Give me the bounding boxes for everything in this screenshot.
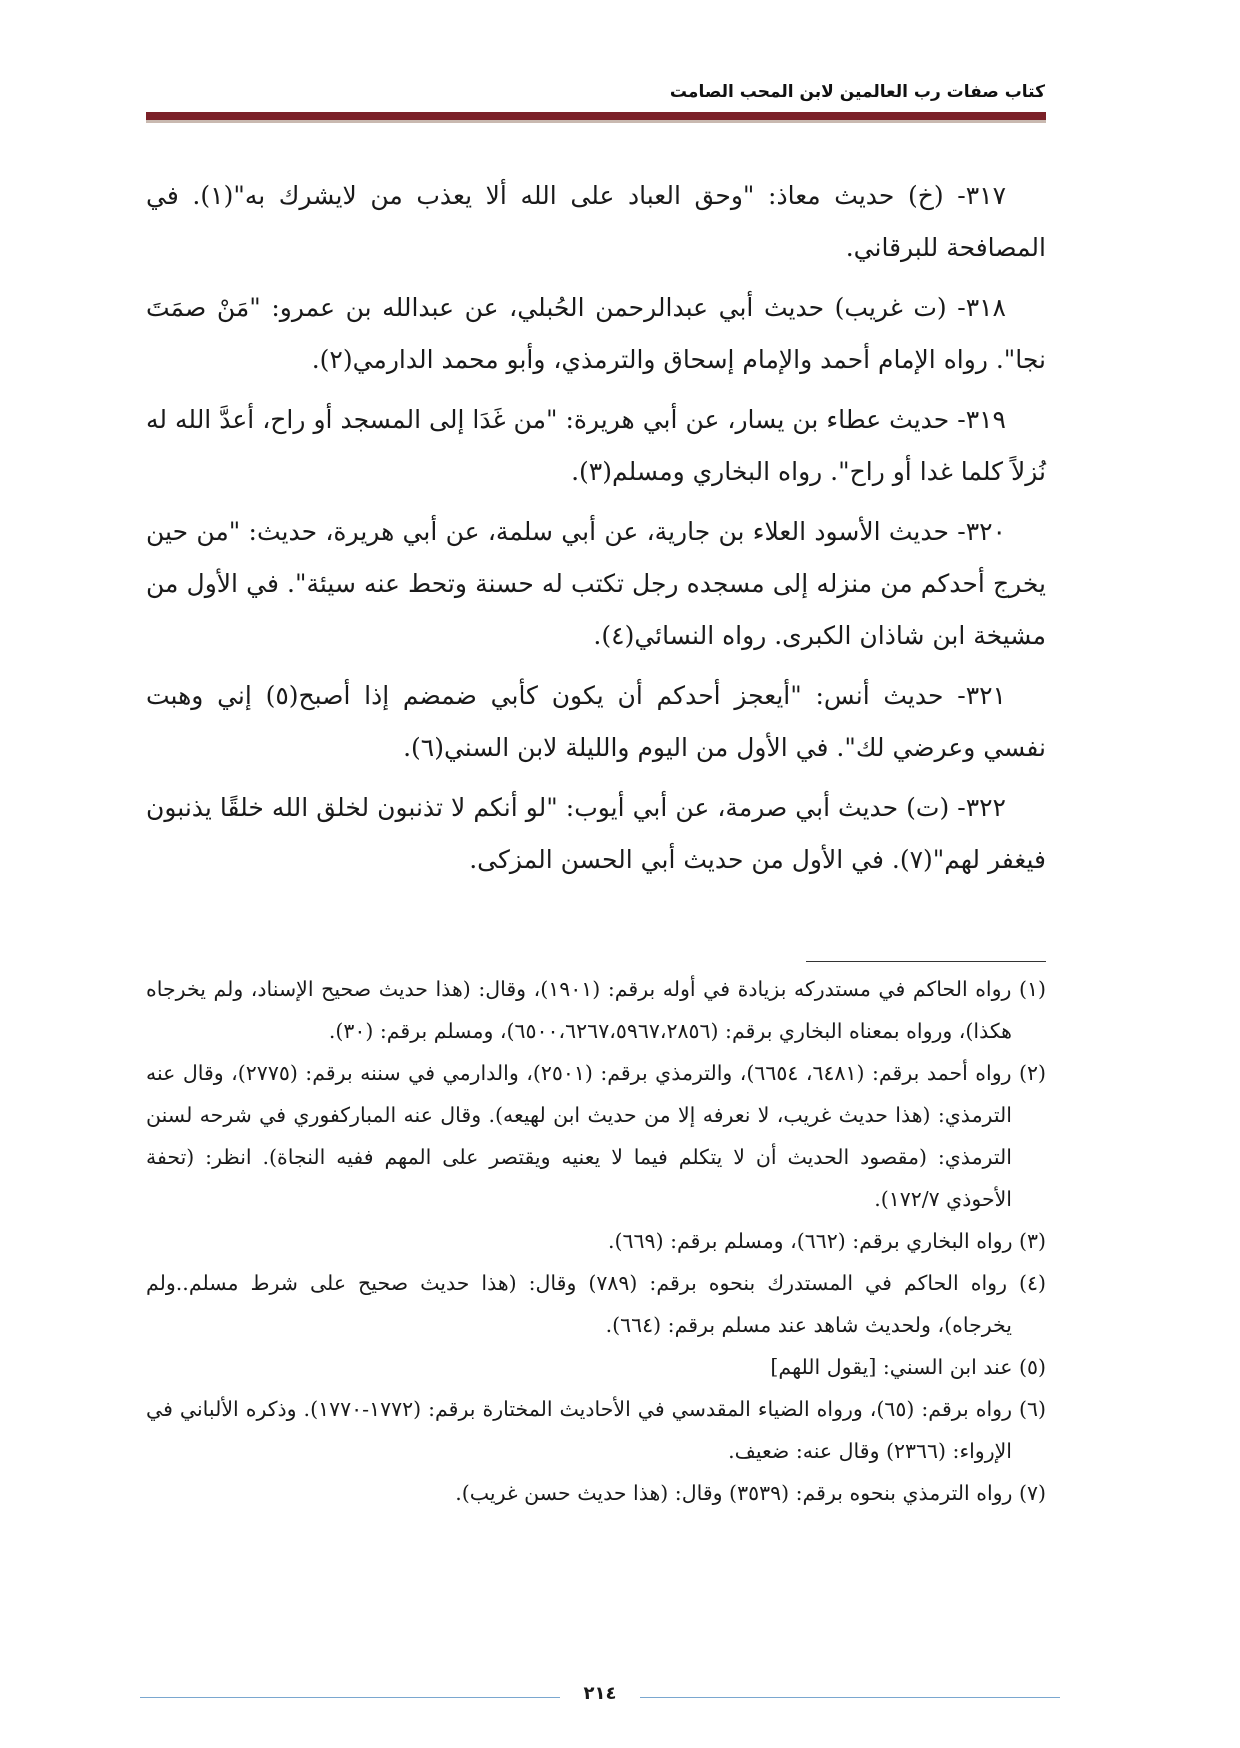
footnote-6: (٦) رواه برقم: (٦٥)، ورواه الضياء المقدسي في الأحاديث المختارة برقم: (١٧٧٢-١٧٧٠). وذكره الألباني في الإرواء: (٢٣٦٦) وقال عنه: ضعيف. bbox=[146, 1397, 1046, 1463]
paragraph-318: ٣١٨- (ت غريب) حديث أبي عبدالرحمن الحُبلي، عن عبدالله بن عمرو: "مَنْ صمَتَ نجا". رواه الإمام أحمد والإمام إسحاق والترمذي، وأبو محمد الدارمي(٢). bbox=[146, 293, 1046, 374]
paragraph-321: ٣٢١- حديث أنس: "أيعجز أحدكم أن يكون كأبي ضمضم إذا أصبح(٥) إني وهبت نفسي وعرضي لك". في الأول من اليوم والليلة لابن السني(٦). bbox=[146, 681, 1046, 762]
header-divider bbox=[146, 112, 1046, 123]
footnote-2: (٢) رواه أحمد برقم: (٦٤٨١، ٦٦٥٤)، والترمذي برقم: (٢٥٠١)، والدارمي في سننه برقم: (٢٧٧٥)، وقال عنه الترمذي: (هذا حديث غريب، لا نعرفه إلا من حديث ابن لهيعه). وقال عنه المباركفوري في شرحه لسنن الترمذي: (مقصود الحديث أن لا يتكلم فيما لا يعنيه ويقتصر على المهم ففيه النجاة). انظر: (تحفة الأحوذي ١٧٢/٧). bbox=[146, 1061, 1046, 1211]
footnote-separator bbox=[806, 961, 1046, 962]
footnote-4: (٤) رواه الحاكم في المستدرك بنحوه برقم: (٧٨٩) وقال: (هذا حديث صحيح على شرط مسلم..ولم يخرجاه)، ولحديث شاهد عند مسلم برقم: (٦٦٤). bbox=[146, 1271, 1046, 1337]
footer-divider-left bbox=[140, 1697, 560, 1698]
footnote-3: (٣) رواه البخاري برقم: (٦٦٢)، ومسلم برقم: (٦٦٩). bbox=[608, 1229, 1046, 1253]
paragraph-317: ٣١٧- (خ) حديث معاذ: "وحق العباد على الله ألا يعذب من لايشرك به"(١). في المصافحة للبرقاني. bbox=[146, 181, 1046, 262]
page-number: ٢١٤ bbox=[583, 1683, 617, 1704]
paragraph-319: ٣١٩- حديث عطاء بن يسار، عن أبي هريرة: "من غَدَا إلى المسجد أو راح، أعدَّ الله له نُزلاً كلما غدا أو راح". رواه البخاري ومسلم(٣). bbox=[146, 405, 1046, 486]
footer-divider-right bbox=[640, 1697, 1060, 1698]
footnotes bbox=[146, 968, 1046, 1514]
paragraph-320: ٣٢٠- حديث الأسود العلاء بن جارية، عن أبي سلمة، عن أبي هريرة، حديث: "من حين يخرج أحدكم من منزله إلى مسجده رجل تكتب له حسنة وتحط عنه سيئة". في الأول من مشيخة ابن شاذان الكبرى. رواه النسائي(٤). bbox=[146, 517, 1046, 650]
footnote-7: (٧) رواه الترمذي بنحوه برقم: (٣٥٣٩) وقال: (هذا حديث حسن غريب). bbox=[455, 1481, 1046, 1505]
footnote-5: (٥) عند ابن السني: [يقول اللهم] bbox=[770, 1355, 1046, 1379]
footnote-1: (١) رواه الحاكم في مستدركه بزيادة في أوله برقم: (١٩٠١)، وقال: (هذا حديث صحيح الإسناد، ولم يخرجاه هكذا)، ورواه بمعناه البخاري برقم: (٦٥٠٠،٦٢٦٧،٥٩٦٧،٢٨٥٦)، ومسلم برقم: (٣٠). bbox=[146, 977, 1046, 1043]
main-text bbox=[146, 170, 1046, 894]
paragraph-322: ٣٢٢- (ت) حديث أبي صرمة، عن أبي أيوب: "لو أنكم لا تذنبون لخلق الله خلقًا يذنبون فيغفر لهم"(٧). في الأول من حديث أبي الحسن المزكى. bbox=[146, 793, 1046, 874]
running-header-title: كتاب صفات رب العالمين لابن المحب الصامت bbox=[669, 82, 1045, 102]
